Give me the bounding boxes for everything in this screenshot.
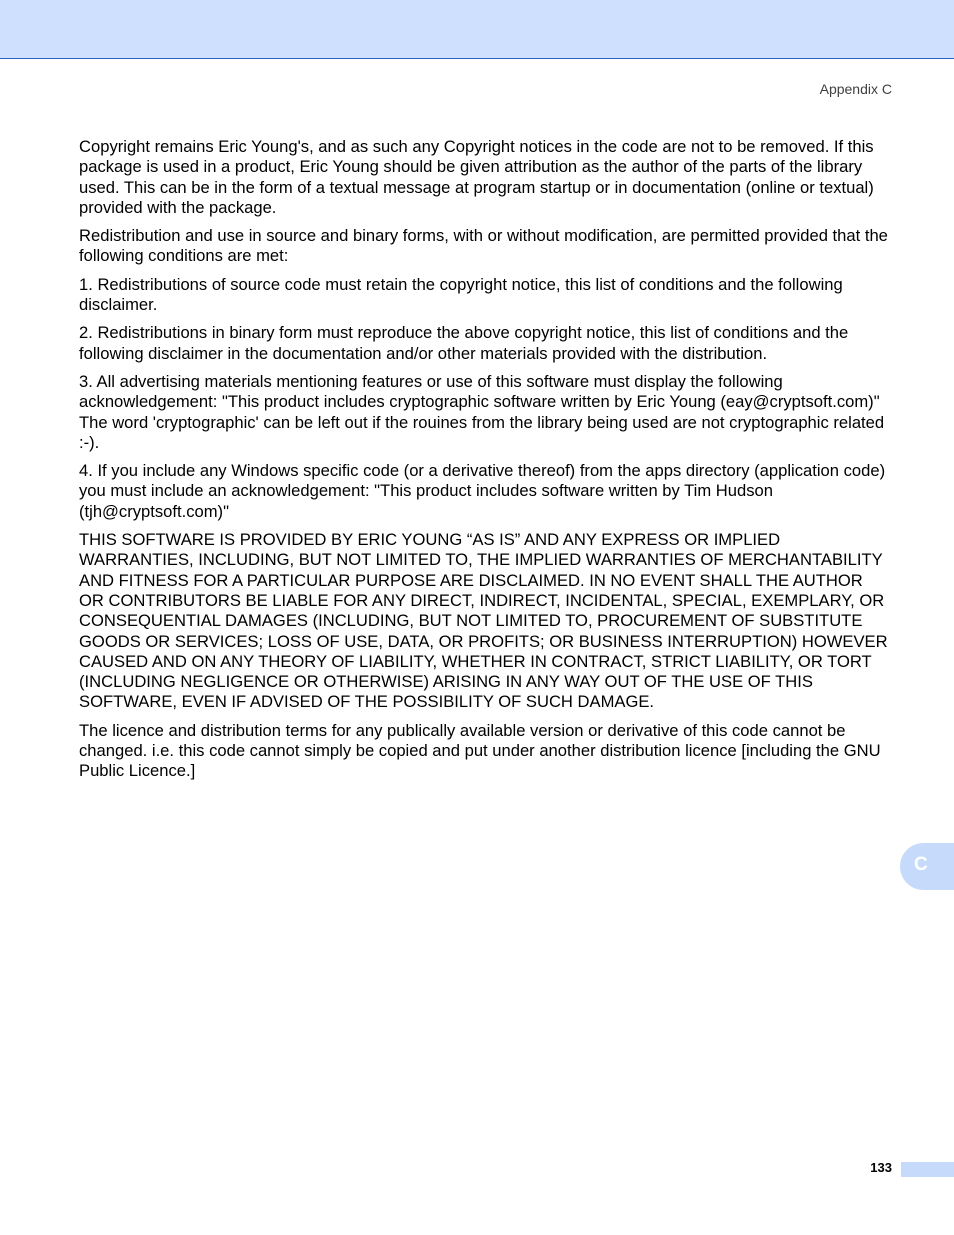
paragraph-condition-2: 2. Redistributions in binary form must reproduce the above copyright notice, this list of conditions and the following disclaimer in the documentation and/or other materials provided with the distribution. <box>79 323 849 363</box>
paragraph-redistribution: Redistribution and use in source and binary forms, with or without modification, are permitted provided that the following conditions are met: <box>79 226 888 266</box>
paragraph-condition-3: 3. All advertising materials mentioning features or use of this software must display the following acknowledgement: "This product includes cryptographic software written by Eric Young (eay@cryptsoft.com)" The word 'cryptographic' can be left out if the rouines from the library being used are not cryptographic related :-). <box>79 371 885 452</box>
paragraph-disclaimer: THIS SOFTWARE IS PROVIDED BY ERIC YOUNG “AS IS” AND ANY EXPRESS OR IMPLIED WARRANTIES, INCLUDING, BUT NOT LIMITED TO, THE IMPLIED WARRANTIES OF MERCHANTABILITY AND FITNESS FOR A PARTICULAR PURPOSE ARE DISCLAIMED. IN NO EVENT SHALL THE AUTHOR OR CONTRIBUTORS BE LIABLE FOR ANY DIRECT, INDIRECT, INCIDENTAL, SPECIAL, EXEMPLARY, OR CONSEQUENTIAL DAMAGES (INCLUDING, BUT NOT LIMITED TO, PROCUREMENT OF SUBSTITUTE GOODS OR SERVICES; LOSS OF USE, DATA, OR PROFITS; OR BUSINESS INTERRUPTION) HOWEVER CAUSED AND ON ANY THEORY OF LIABILITY, WHETHER IN CONTRACT, STRICT LIABILITY, OR TORT (INCLUDING NEGLIGENCE OR OTHERWISE) ARISING IN ANY WAY OUT OF THE USE OF THIS SOFTWARE, EVEN IF ADVISED OF THE POSSIBILITY OF SUCH DAMAGE. <box>79 530 888 712</box>
appendix-side-tab <box>900 843 954 890</box>
page-number: 133 <box>870 1160 892 1175</box>
document-body <box>79 137 891 790</box>
header-band <box>0 0 954 59</box>
paragraph-copyright: Copyright remains Eric Young's, and as such any Copyright notices in the code are not to be removed. If this package is used in a product, Eric Young should be given attribution as the author of the parts of the library used. This can be in the form of a textual message at program startup or in documentation (online or textual) provided with the package. <box>79 137 874 217</box>
paragraph-licence-terms: The licence and distribution terms for any publically available version or derivative of this code cannot be changed. i.e. this code cannot simply be copied and put under another distribution licence [including the GNU Public Licence.] <box>79 720 881 781</box>
running-header: Appendix C <box>819 81 892 97</box>
paragraph-condition-1: 1. Redistributions of source code must retain the copyright notice, this list of conditions and the following disclaimer. <box>79 274 843 315</box>
side-tab-letter: C <box>914 854 928 875</box>
paragraph-condition-4: 4. If you include any Windows specific code (or a derivative thereof) from the apps directory (application code) you must include an acknowledgement: "This product includes software written by Tim Hudson (tjh@cryptsoft.com)" <box>79 461 886 521</box>
page-number-bar <box>901 1162 954 1177</box>
